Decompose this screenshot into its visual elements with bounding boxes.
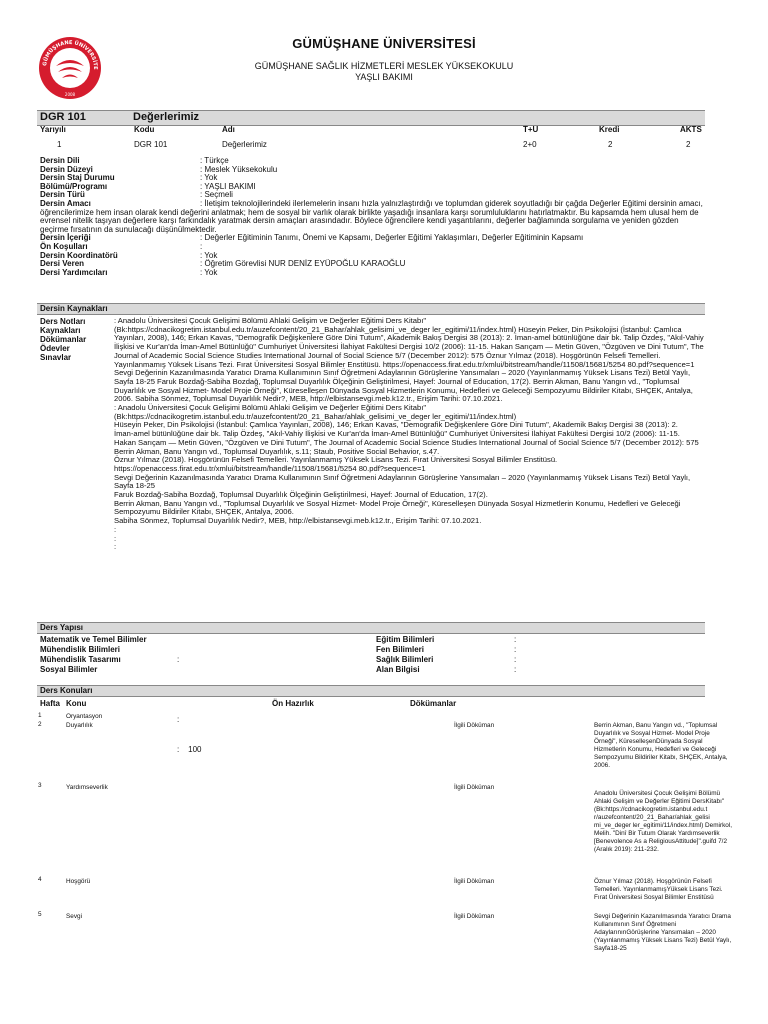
info-row xyxy=(40,174,704,183)
resource-paragraph: Öznur Yılmaz (2018). Hoşgörünün Felsefi Temelleri. Yayınlanmamış Yüksek Lisans Tezi. Fırat Üniversitesi Sosyal Bilimler Enstitüsü. https://openaccess.firat.edu.tr/xmlui/bitstream/handle/11508/15681/5254 80.pdf?sequence=1 xyxy=(114,455,558,473)
structure-label: Alan Bilgisi xyxy=(376,665,420,674)
topics-title: Ders Konuları xyxy=(40,686,93,695)
resource-label: Dökümanlar xyxy=(40,335,87,344)
resources-labels xyxy=(40,317,86,362)
course-credit: 2 xyxy=(608,140,613,149)
structure-value: : xyxy=(514,655,517,664)
info-value: : Yok xyxy=(200,250,218,260)
course-info xyxy=(40,157,704,277)
resource-paragraph: Faruk Bozdağ-Sabiha Bozdağ, Toplumsal Duyarlılık Ölçeğinin Geliştirilmesi, Hayef: Journal of Education, 17(2). xyxy=(114,490,488,500)
resource-label: Kaynakları xyxy=(40,326,81,335)
structure-label: Mühendislik Tasarımı xyxy=(40,655,121,664)
info-row xyxy=(40,157,704,166)
university-title: GÜMÜŞHANE ÜNİVERSİTESİ xyxy=(292,36,476,51)
topic-name: Oryantasyon xyxy=(66,713,103,720)
topics-header-week: Hafta xyxy=(40,699,61,708)
structure-left-values xyxy=(177,635,201,765)
topic-doc: Öznur Yılmaz (2018). Hoşgörünün Felsefi Temelleri. YayınlanmamışYüksek Lisans Tezi. Fırat Üniversitesi Sosyal Bilimler Enstitüsü xyxy=(594,878,723,901)
resources-text xyxy=(114,317,706,552)
topic-name: Hoşgörü xyxy=(66,878,91,885)
info-value: : İletişim teknolojilerindeki ilerlemelerin insanı hızla yalnızlaştırdığı ve toplumdan giderek soyutladığı bir çağda Değerler Eğitimi dersinin amacı, öğrencilerimize hem insan olarak kendi değerini anlatmak; hem de sosyal bir varlık olarak birlikte yaşadığı insanlara karşı sorumluluklarını hatırlatmaktır. Bu kapsamda hem ulusal hem de evrensel nitelik taşıyan değerlere karşı farkındalık yaratmak dersin amaçları arasındadır. Böylece öğrencilere kendi yaşantılarını, değerler bağlamında sorgulama ve yeniden gözden geçirme fırsatının da sunulacağı düşünülmektedir. xyxy=(40,198,703,234)
col-header-name: Adı xyxy=(222,125,235,134)
course-ects: 2 xyxy=(686,140,691,149)
resource-label: Sınavlar xyxy=(40,353,72,362)
resource-paragraph: Hakan Sarıçam — Metin Güven, "Özgüven ve Dini Tutum", The Journal of Academic Social Science Studies International Journal of Social Science 5/7 (December 2012): 575 xyxy=(114,437,699,447)
info-label: Dersin Amacı xyxy=(40,198,91,208)
resource-paragraph: Hüseyin Peker, Din Psikolojisi (İstanbul: Çamlıca Yayınları, 2008), 146; Erkan Kavas, "Demografik Değişkenlere Göre Dini Tutum", Akademik Bakış Dergisi 38 (2013): 2. xyxy=(114,420,678,430)
structure-right xyxy=(376,635,434,675)
topic-prep: İlgili Döküman xyxy=(454,722,495,729)
info-row xyxy=(40,234,704,243)
logo-year: 2008 xyxy=(64,92,76,97)
info-value: : Meslek Yüksekokulu xyxy=(200,164,278,174)
topic-week: 2 xyxy=(38,721,42,728)
info-label: Dersi Yardımcıları xyxy=(40,267,108,277)
topic-prep: İlgili Döküman xyxy=(454,784,495,791)
info-value: : Değerler Eğitiminin Tanımı, Önemi ve Kapsamı, Değerler Eğitimi Yaklaşımları, Değerler Eğitiminin Kapsamı xyxy=(200,233,584,243)
logo-text: GÜMÜŞHANE ÜNİVERSİTE xyxy=(42,39,99,70)
topic-week: 3 xyxy=(38,782,42,789)
resource-paragraph: Sevgi Değerinin Kazanılmasında Yaratıcı Drama Kullanımının Sınıf Öğretmeni Adaylarının Görüşlerine Yansımaları – 2020 (Yayınlanmamış Yüksek Lisans Tezi) Betül Yaylı, Sayfa 18-25 xyxy=(114,472,691,491)
course-code-value: DGR 101 xyxy=(134,140,168,149)
structure-label: Sosyal Bilimler xyxy=(40,665,98,674)
info-label: Ön Koşulları xyxy=(40,241,88,251)
resource-paragraph: Berrin Akman, Banu Yangın vd., Toplumsal Duyarlılık, s.11; Staub, Positive Social Behavior, s.47. xyxy=(114,446,440,456)
col-header-tu: T+U xyxy=(523,125,539,134)
structure-label: Fen Bilimleri xyxy=(376,645,425,654)
resource-paragraph: : xyxy=(114,524,117,534)
course-code: DGR 101 xyxy=(40,111,86,123)
topic-prep: İlgili Döküman xyxy=(454,913,495,920)
info-row xyxy=(40,269,704,278)
resources-title: Dersin Kaynakları xyxy=(40,304,108,313)
course-name-value: Değerlerimiz xyxy=(222,140,267,149)
topic-week: 4 xyxy=(38,876,42,883)
topic-week: 5 xyxy=(38,911,42,918)
structure-title: Ders Yapısı xyxy=(40,623,83,632)
col-header-credit: Kredi xyxy=(599,125,620,134)
structure-right-values xyxy=(514,635,516,675)
info-value: : Yok xyxy=(200,267,218,277)
course-title-bar xyxy=(37,110,705,126)
col-header-ects: AKTS xyxy=(680,125,702,134)
info-value: : Seçmeli xyxy=(200,190,233,200)
resource-paragraph: : Anadolu Üniversitesi Çocuk Gelişimi Bölümü Ahlaki Gelişim ve Değerler Eğitimi Ders Kitabı" (Bk:https://cdnacikogretim.istanbul.edu.tr/auzefcontent/20_21_Bahar/ahlak_gelisimi_ve_deger ler_egitimi/11/index.html) xyxy=(114,403,517,421)
topics-section-bar xyxy=(37,685,705,697)
info-row xyxy=(40,200,704,234)
resources-section-bar xyxy=(37,303,705,315)
info-label: Dersin Dili xyxy=(40,156,80,165)
resource-paragraph: : xyxy=(114,542,117,552)
resource-paragraph: İman-amel bütünlüğüne dair bk. Talip Özdeş, "Akıl-Vahiy İlişkisi ve Kur'an'da İman-Amel Bütünlüğü" Cumhuriyet Üniversitesi İlahiyat Fakültesi Dergisi 10/2 (2006): 11-15. xyxy=(114,429,680,439)
structure-value: : xyxy=(177,715,180,724)
info-row xyxy=(40,260,704,269)
topic-name: Duyarlılık xyxy=(66,722,93,729)
structure-section-bar xyxy=(37,622,705,634)
info-value: : Türkçe xyxy=(200,156,229,165)
resource-paragraph: Berrin Akman, Banu Yangın vd., "Toplumsal Duyarlılık ve Sosyal Hizmet- Model Proje Örneği", Küreselleşen Dünyada Sosyal Hizmetlerin Konumu, Hedefleri ve Geleceği Sempozyumu Bildiriler Kitabı, SHÇEK, Antalya, 2006. xyxy=(114,498,681,517)
course-name: Değerlerimiz xyxy=(133,111,200,123)
topics-header-topic: Konu xyxy=(66,699,87,708)
structure-value: : xyxy=(514,645,517,654)
col-header-code: Kodu xyxy=(134,125,155,134)
course-semester: 1 xyxy=(57,140,62,149)
school-name: GÜMÜŞHANE SAĞLIK HİZMETLERİ MESLEK YÜKSEKOKULU xyxy=(254,61,514,71)
info-row xyxy=(40,243,704,252)
topic-doc: Anadolu Üniversitesi Çocuk Gelişimi Bölümü Ahlaki Gelişim ve Değerler Eğitimi DersKitabı" (Bk:https://cdnacikogretim.istanbul.edu.t r/auzefcontent/20_21_Bahar/ahlak_gelisi mi_ve_deger ler_egitimi/11/index.html) Demirkol, Melih. "Dinî Bir Tutum Olarak Yardımseverlik [Benevolence As a ReligiousAttitude]".guifd 7/2 (Aralık 2019): 211-232. xyxy=(594,790,733,853)
structure-label: Matematik ve Temel Bilimler xyxy=(40,635,147,644)
topics-header-prep: Ön Hazırlık xyxy=(272,699,314,708)
topic-week: 1 xyxy=(38,712,42,719)
structure-label: Mühendislik Bilimleri xyxy=(40,645,121,654)
info-row xyxy=(40,166,704,175)
structure-value: : xyxy=(177,655,180,664)
info-label: Dersin İçeriği xyxy=(40,233,91,243)
info-label: Dersin Türü xyxy=(40,190,85,200)
structure-label: Sağlık Bilimleri xyxy=(376,655,434,664)
info-value: : YAŞLI BAKIMI xyxy=(200,181,256,191)
info-label: Bölümü/Programı xyxy=(40,181,108,191)
info-row xyxy=(40,183,704,192)
topic-name: Sevgi xyxy=(66,913,82,920)
program-name: YAŞLI BAKIMI xyxy=(355,72,413,82)
resource-paragraph: Sabiha Sönmez, Toplumsal Duyarlılık Nedir?, MEB, http://elbistansevgi.meb.k12.tr., Erişim Tarihi: 07.10.2021. xyxy=(114,516,482,526)
info-value: : Öğretim Görevlisi NUR DENİZ EYÜPOĞLU KARAOĞLU xyxy=(200,259,406,269)
topics-header-docs: Dökümanlar xyxy=(410,699,457,708)
topic-doc: Berrin Akman, Banu Yangın vd., "Toplumsal Duyarlılık ve Sosyal Hizmet- Model Proje Örneği", KüreselleşenDünyada Sosyal Hizmetlerin Konumu, Hedefleri ve Geleceği Sempozyumu Bildiriler Kitabı, SHÇEK, Antalya, 2006. xyxy=(594,722,728,769)
resource-label: Ders Notları xyxy=(40,317,86,326)
info-label: Dersin Koordinatörü xyxy=(40,250,118,260)
info-label: Dersin Düzeyi xyxy=(40,164,93,174)
structure-value: : xyxy=(514,665,517,674)
info-label: Dersi Veren xyxy=(40,259,85,269)
structure-label: Eğitim Bilimleri xyxy=(376,635,435,644)
structure-value: : 100 xyxy=(177,745,202,754)
topic-name: Yardımseverlik xyxy=(66,784,108,791)
course-tu: 2+0 xyxy=(523,140,537,149)
info-label: Dersin Staj Durumu xyxy=(40,173,115,183)
structure-left xyxy=(40,635,147,675)
resource-label: Ödevler xyxy=(40,344,70,353)
topic-prep: İlgili Döküman xyxy=(454,878,495,885)
col-header-semester: Yarıyılı xyxy=(40,125,66,134)
info-value: : xyxy=(200,241,203,251)
resource-paragraph: : Anadolu Üniversitesi Çocuk Gelişimi Bölümü Ahlaki Gelişim ve Değerler Eğitimi Ders Kitabı" (Bk:https://cdnacikogretim.istanbul.edu.tr/auzefcontent/20_21_Bahar/ahlak_gelisimi_ve_deger ler_egitimi/11/index.html) Hüseyin Peker, Din Psikolojisi (İstanbul: Çamlıca Yayınları, 2008), 146; Erkan Kavas, "Demografik Değişkenlere Göre Dini Tutum", Akademik Bakış Dergisi 38 (2013): 2. İman-amel bütünlüğüne dair bk. Talip Özdeş, "Akıl-Vahiy İlişkisi ve Kur'an'da İman-Amel Bütünlüğü" Cumhuriyet Üniversitesi İlahiyat Fakültesi Dergisi 10/2 (2006): 11-15. Hakan Sarıçam — Metin Güven, "Özgüven ve Dini Tutum", The Journal of Academic Social Science Studies International Journal of Social Science 5/7 (December 2012): 575 Öznur Yılmaz (2018). Hoşgörünün Felsefi Temelleri. Yayınlanmamış Yüksek Lisans Tezi. Fırat Üniversitesi Sosyal Bilimler Enstitüsü. https://openaccess.firat.edu.tr/xmlui/bitstream/handle/11508/15681/5254 80.pdf?sequence=1 Sevgi Değerinin Kazanılmasında Yaratıcı Drama Kullanımının Sınıf Öğretmeni Adaylarının Görüşlerine Yansımaları – 2020 (Yayınlanmamış Yüksek Lisans Tezi) Betül Yaylı, Sayfa 18-25 Faruk Bozdağ-Sabiha Bozdağ, Toplumsal Duyarlılık Ölçeğinin Geliştirilmesi, Hayef: Journal of Education, 17(2). Berrin Akman, Banu Yangın vd., "Toplumsal Duyarlılık ve Sosyal Hizmet- Model Proje Örneği", Küreselleşen Dünyada Sosyal Hizmetlerin Konumu, Hedefleri ve Geleceği Sempozyumu Bildiriler Kitabı, SHÇEK, Antalya, 2006. Sabiha Sönmez, Toplumsal Duyarlılık Nedir?, MEB, http://elbistansevgi.meb.k12.tr., Erişim Tarihi: 07.10.2021. xyxy=(114,316,704,404)
info-value: : Yok xyxy=(200,173,218,183)
topic-doc: Sevgi Değerinin Kazanılmasında Yaratıcı Drama Kullanımının Sınıf Öğretmeni AdaylarınınGörüşlerine Yansımaları – 2020 (Yayınlanmamış Yüksek Lisans Tezi) Betül Yaylı, Sayfa18-25 xyxy=(594,913,732,952)
resource-paragraph: : xyxy=(114,533,117,543)
structure-value: : xyxy=(514,635,517,644)
